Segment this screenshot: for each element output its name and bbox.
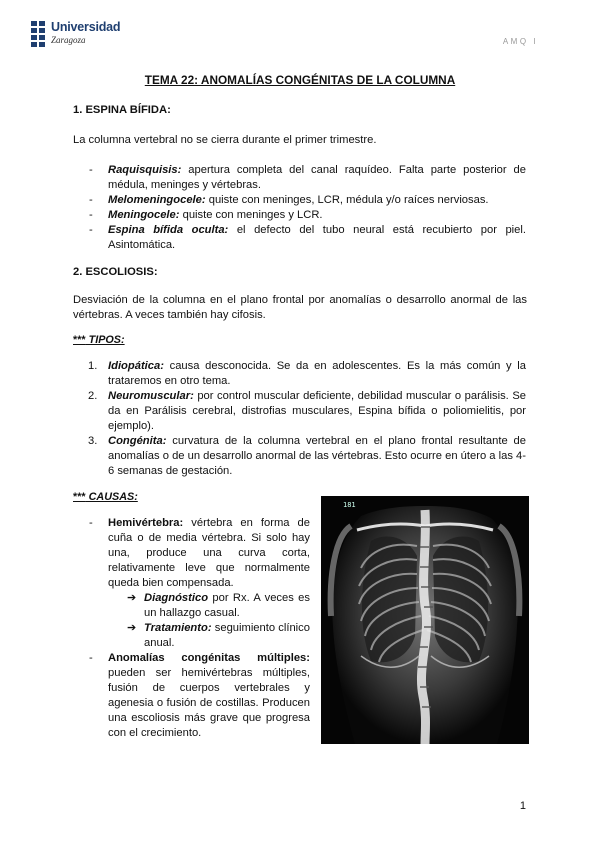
causas-list	[89, 516, 310, 741]
list-item: - Raquisquisis: apertura completa del canal raquídeo. Falta parte posterior de médula, meninges y vértebras.	[89, 164, 526, 191]
subheading-tipos: *** TIPOS:	[73, 334, 125, 346]
course-tag: AMQ I	[502, 37, 538, 46]
xray-image	[321, 496, 529, 744]
dash-bullet: -	[89, 194, 93, 206]
spine-xray-illustration	[321, 496, 529, 744]
list-item: 2. Neuromuscular: por control muscular deficiente, debilidad muscular o parálisis. Se da en Parálisis cerebral, distrofias musculares, Espina bífida o poliomielitis, por ejemplo).	[88, 390, 526, 432]
list-item: 3. Congénita: curvatura de la columna vertebral en el plano frontal resultante de anomalías o de un desarrollo anormal de las vértebras. Esto ocurre en útero a las 4-6 semanas de gestación.	[88, 435, 526, 477]
list-item: - Hemivértebra: vértebra en forma de cuña o de media vértebra. Si solo hay una, produce una curva corta, relativamente leve que normalmente queda bien compensada. ➔ Diagnóstico por Rx. A veces es un hallazgo casual. ➔ Tratamiento: seguimiento clínico anual.	[89, 517, 310, 649]
logo-subtitle: Zaragoza	[51, 35, 86, 45]
list-item: 1. Idiopática: causa desconocida. Se da en adolescentes. Es la más común y la trataremos en otro tema.	[88, 360, 526, 387]
logo-name: Universidad	[51, 20, 121, 34]
dash-bullet: -	[89, 209, 93, 221]
list-item: - Espina bífida oculta: el defecto del tubo neural está recubierto por piel. Asintomática.	[89, 224, 526, 251]
dash-bullet: -	[89, 224, 93, 236]
arrow-right-icon: ➔	[127, 592, 137, 604]
tratamiento-item: ➔ Tratamiento: seguimiento clínico anual.	[127, 622, 310, 649]
subheading-causas: *** CAUSAS:	[73, 491, 138, 503]
dash-bullet: -	[89, 652, 93, 664]
page-title: TEMA 22: ANOMALÍAS CONGÉNITAS DE LA COLUMNA	[144, 73, 456, 87]
arrow-right-icon: ➔	[127, 622, 137, 634]
dash-bullet: -	[89, 164, 93, 176]
espina-bifida-list	[89, 163, 526, 253]
university-crest-icon	[30, 20, 46, 48]
tipos-list	[88, 359, 526, 479]
section1-intro: La columna vertebral no se cierra durante el primer trimestre.	[73, 134, 377, 146]
section-heading-escoliosis: 2. ESCOLIOSIS:	[73, 266, 158, 278]
page-number: 1	[519, 800, 526, 812]
list-item: - Anomalías congénitas múltiples: pueden ser hemivértebras múltiples, fusión de cuerpos vertebrales y agenesia o fusión de costillas. Producen una escoliosis más grave que progresa con el crecimiento.	[89, 652, 310, 739]
list-item: - Meningocele: quiste con meninges y LCR.	[89, 209, 323, 221]
xray-label: 181	[343, 501, 356, 509]
university-logo	[30, 18, 130, 52]
dash-bullet: -	[89, 517, 93, 529]
section-heading-espina-bifida: 1. ESPINA BÍFIDA:	[73, 104, 171, 116]
diagnostico-item: ➔ Diagnóstico por Rx. A veces es un hallazgo casual.	[127, 592, 310, 619]
section2-intro: Desviación de la columna en el plano frontal por anomalías o desarrollo anormal de las vértebras. A veces también hay cifosis.	[73, 294, 527, 321]
list-item: - Melomeningocele: quiste con meninges, LCR, médula y/o raíces nerviosas.	[89, 194, 489, 206]
